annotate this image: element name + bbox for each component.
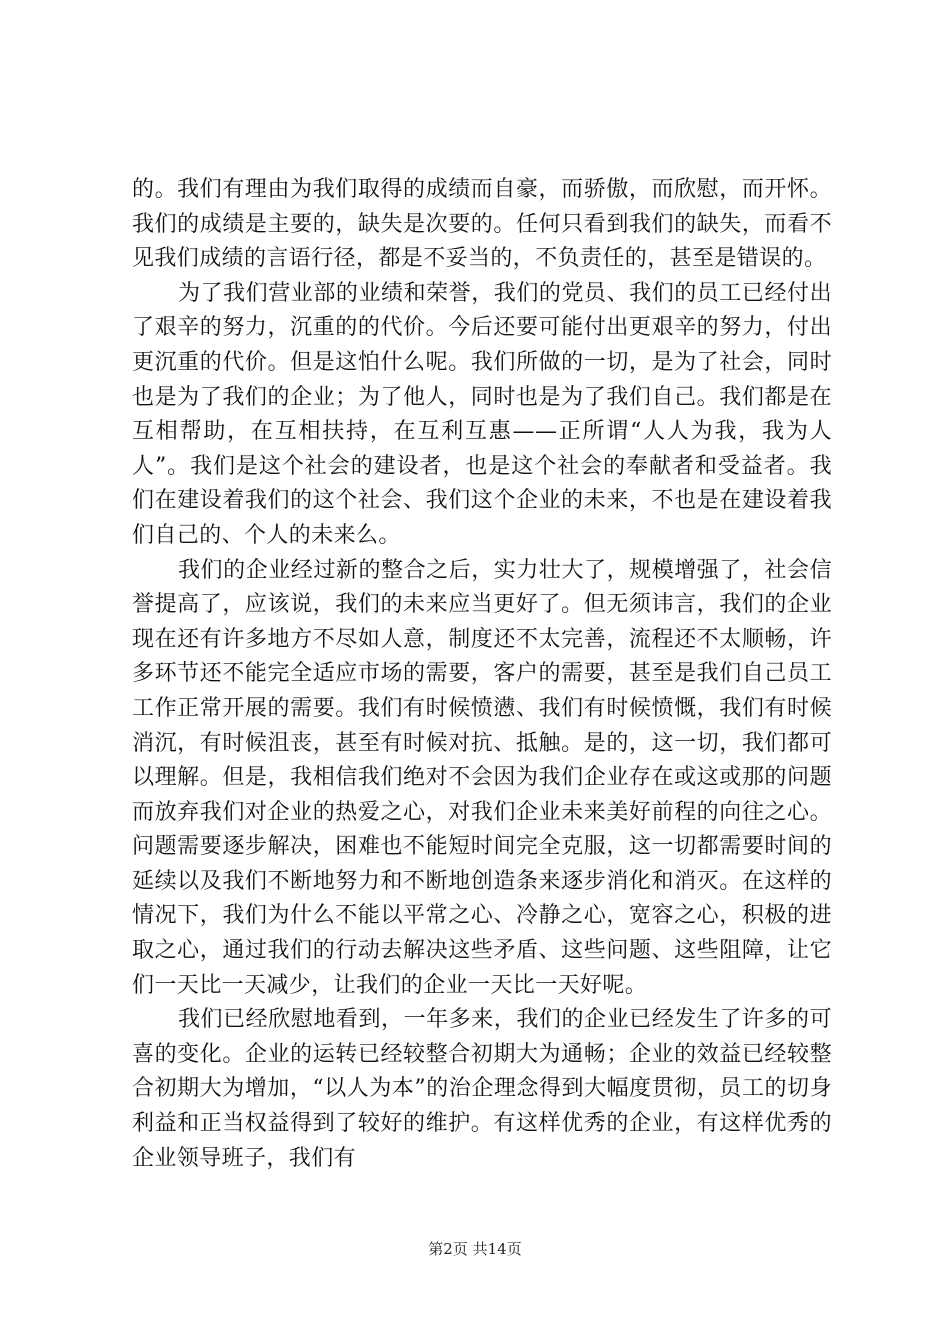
document-body xyxy=(132,173,832,1176)
paragraph-3: 我们的企业经过新的整合之后，实力壮大了，规模增强了，社会信誉提高了，应该说，我们的未来应当更好了。但无须讳言，我们的企业现在还有许多地方不尽如人意，制度还不太完善，流程还不太顺畅，许多环节还不能完全适应市场的需要，客户的需要，甚至是我们自己员工工作正常开展的需要。我们有时候愤懑、我们有时候愤慨，我们有时候消沉，有时候沮丧，甚至有时候对抗、抵触。是的，这一切，我们都可以理解。但是，我相信我们绝对不会因为我们企业存在或这或那的问题而放弃我们对企业的热爱之心，对我们企业未来美好前程的向往之心。问题需要逐步解决，困难也不能短时间完全克服，这一切都需要时间的延续以及我们不断地努力和不断地创造条来逐步消化和消灭。在这样的情况下，我们为什么不能以平常之心、冷静之心，宽容之心，积极的进取之心，通过我们的行动去解决这些矛盾、这些问题、这些阻障，让它们一天比一天减少，让我们的企业一天比一天好呢。 xyxy=(132,557,832,998)
paragraph-2: 为了我们营业部的业绩和荣誉，我们的党员、我们的员工已经付出了艰辛的努力，沉重的的代价。今后还要可能付出更艰辛的努力，付出更沉重的代价。但是这怕什么呢。我们所做的一切，是为了社会，同时也是为了我们的企业；为了他人，同时也是为了我们自己。我们都是在互相帮助，在互相扶持，在互利互惠——正所谓“人人为我，我为人人”。我们是这个社会的建设者，也是这个社会的奉献者和受益者。我们在建设着我们的这个社会、我们这个企业的未来，不也是在建设着我们自己的、个人的未来么。 xyxy=(132,280,832,548)
paragraph-1: 的。我们有理由为我们取得的成绩而自豪，而骄傲，而欣慰，而开怀。我们的成绩是主要的，缺失是次要的。任何只看到我们的缺失，而看不见我们成绩的言语行径，都是不妥当的，不负责任的，甚至是错误的。 xyxy=(132,177,832,272)
page-number-label: 第2页 共14页 xyxy=(428,1240,522,1258)
paragraph-4: 我们已经欣慰地看到，一年多来，我们的企业已经发生了许多的可喜的变化。企业的运转已经较整合初期大为通畅；企业的效益已经较整合初期大为增加，“以人为本”的治企理念得到大幅度贯彻，员工的切身利益和正当权益得到了较好的维护。有这样优秀的企业，有这样优秀的企业领导班子，我们有 xyxy=(132,1007,832,1171)
page-footer xyxy=(0,1238,950,1259)
